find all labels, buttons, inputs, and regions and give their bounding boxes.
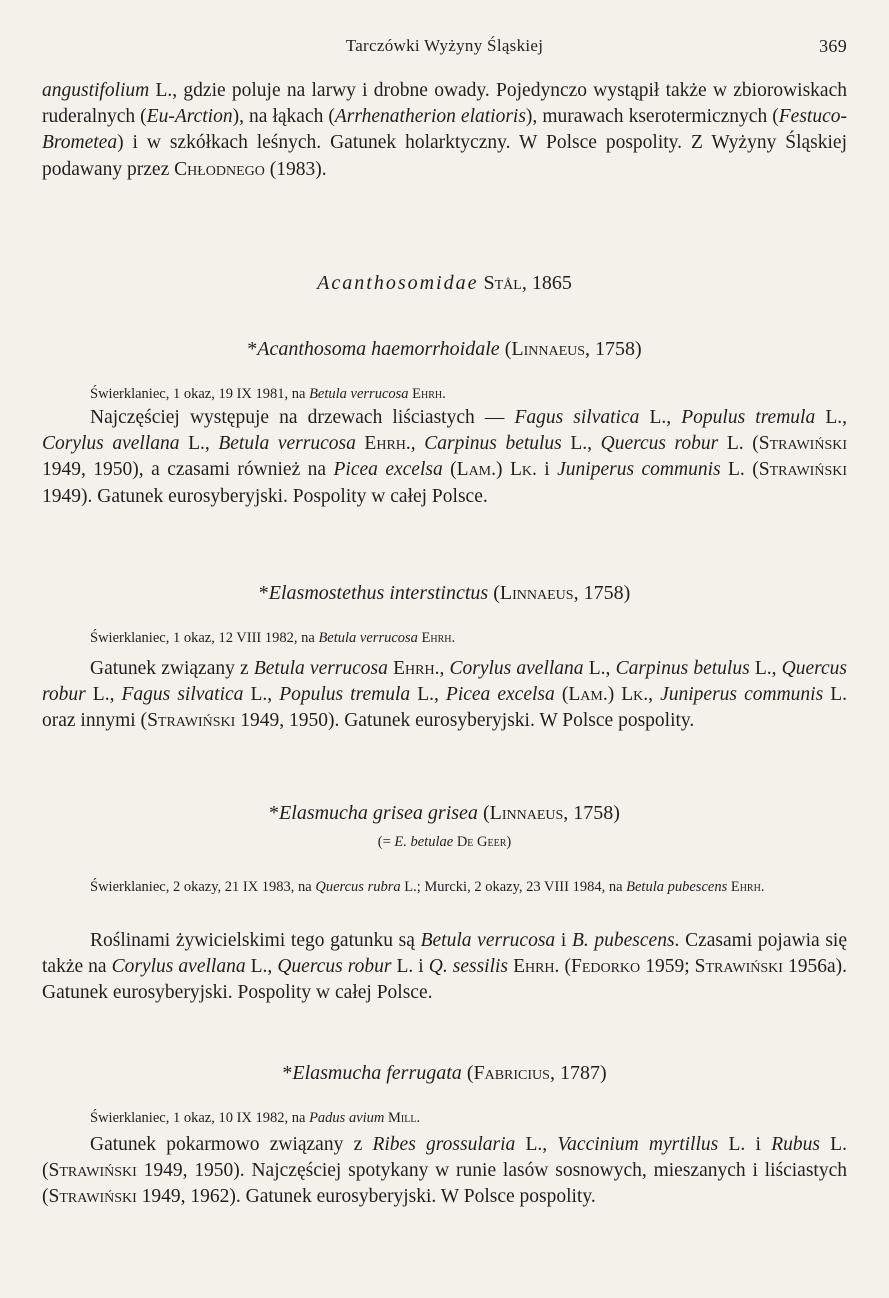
record-line: Świerklaniec, 2 okazy, 21 IX 1983, na Quercus rubra L.; Murcki, 2 okazy, 23 VIII 1984, na Betula pubescens Ehrh.	[90, 879, 765, 895]
species-heading: *Elasmucha grisea grisea (Linnaeus, 1758)	[269, 802, 620, 824]
record-line: Świerklaniec, 1 okaz, 12 VIII 1982, na Betula verrucosa Ehrh.	[90, 630, 456, 646]
page-number: 369	[819, 36, 847, 56]
record-line: Świerklaniec, 1 okaz, 10 IX 1982, na Padus avium Mill.	[90, 1110, 421, 1126]
species-text: Roślinami żywicielskimi tego gatunku są Betula verrucosa i B. pubescens. Czasami pojawia się także na Corylus avellana L., Quercus robur L. i Q. sessilis Ehrh. (Fedorko 1959; Strawiński 1956a). Gatunek eurosyberyjski. Pospolity w całej Polsce.	[42, 930, 847, 1004]
species-heading: *Acanthosoma haemorrhoidale (Linnaeus, 1758)	[247, 338, 642, 360]
synonym-line: (= E. betulae De Geer)	[377, 834, 512, 850]
species-text: Gatunek związany z Betula verrucosa Ehrh., Corylus avellana L., Carpinus betulus L., Quercus robur L., Fagus silvatica L., Populus tremula L., Picea excelsa (Lam.) Lk., Juniperus communis L. oraz innymi (Strawiński 1949, 1950). Gatunek eurosyberyjski. W Polsce pospolity.	[42, 658, 848, 732]
running-header	[42, 36, 847, 60]
record-line: Świerklaniec, 1 okaz, 19 IX 1981, na Betula verrucosa Ehrh.	[90, 386, 446, 402]
species-text: Gatunek pokarmowo związany z Ribes grossularia L., Vaccinium myrtillus L. i Rubus L. (Strawiński 1949, 1950). Najczęściej spotykany w runie lasów sosnowych, mieszanych i liściastych (Strawiński 1949, 1962). Gatunek eurosyberyjski. W Polsce pospolity.	[42, 1134, 847, 1208]
species-text: Najczęściej występuje na drzewach liściastych — Fagus silvatica L., Populus tremula L., Corylus avellana L., Betula verrucosa Ehrh., Carpinus betulus L., Quercus robur L. (Strawiński 1949, 1950), a czasami również na Picea excelsa (Lam.) Lk. i Juniperus communis L. (Strawiński 1949). Gatunek eurosyberyjski. Pospolity w całej Polsce.	[42, 407, 848, 507]
species-heading: *Elasmostethus interstinctus (Linnaeus, 1758)	[258, 582, 631, 604]
species-heading: *Elasmucha ferrugata (Fabricius, 1787)	[282, 1062, 607, 1084]
intro-paragraph: angustifolium L., gdzie poluje na larwy i drobne owady. Pojedynczo wystąpił także w zbiorowiskach ruderalnych (Eu-Arction), na łąkach (Arrhenatherion elatioris), murawach kserotermicznych (Festuco-Brometea) i w szkółkach leśnych. Gatunek holarktyczny. W Polsce pospolity. Z Wyżyny Śląskiej podawany przez Chłodnego (1983).	[42, 80, 847, 180]
family-heading: Acanthosomidae Stål, 1865	[317, 272, 572, 294]
running-title: Tarczówki Wyżyny Śląskiej	[345, 36, 544, 55]
